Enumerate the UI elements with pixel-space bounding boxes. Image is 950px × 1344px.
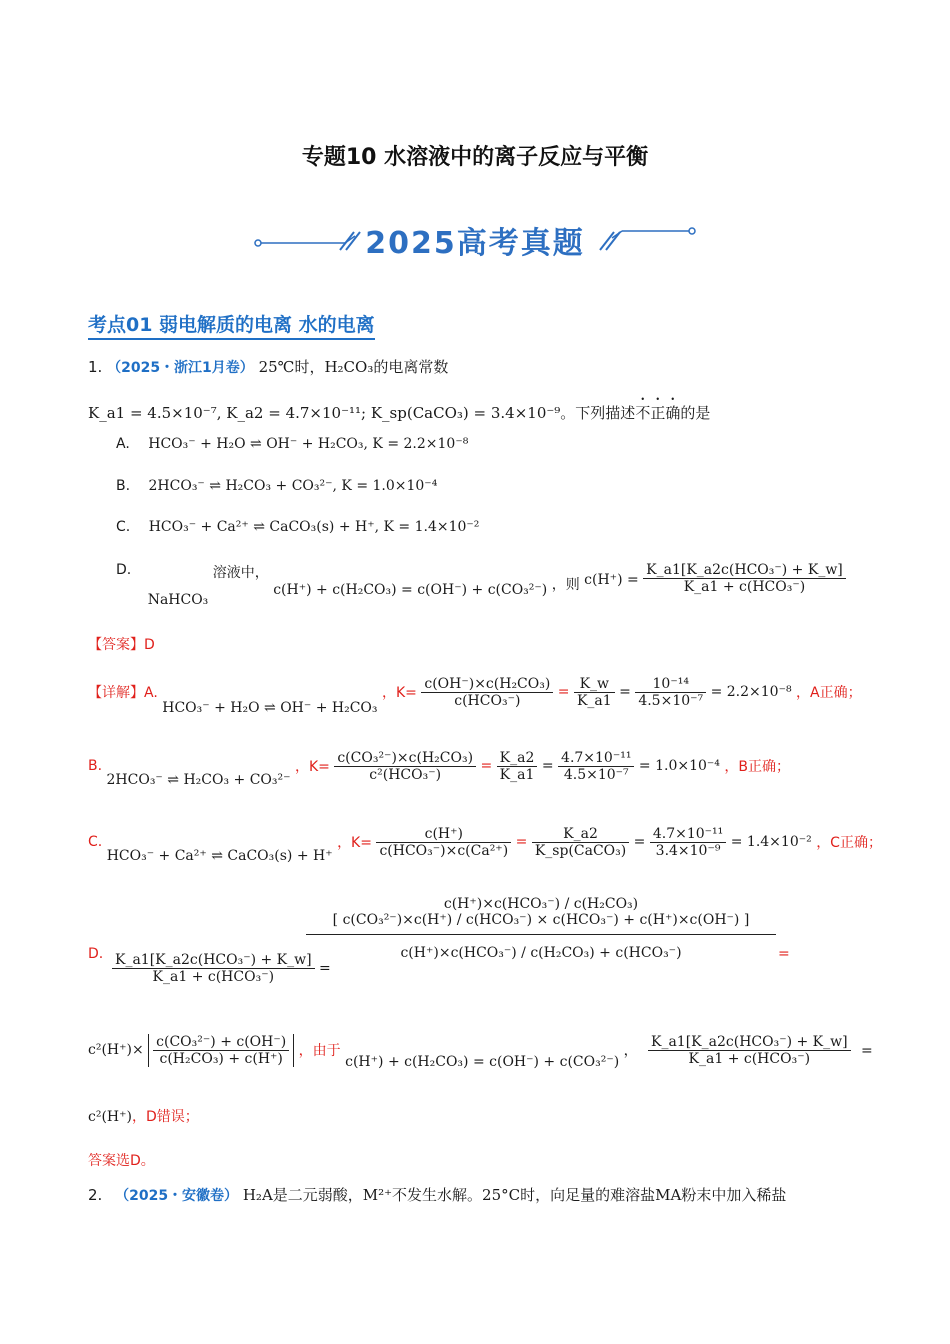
question-2-stem <box>88 1184 786 1205</box>
detail-f-lhs: c²(H⁺) <box>88 1109 132 1125</box>
equals-sign: = <box>480 758 493 774</box>
detail-e-fraction <box>648 1034 873 1067</box>
question-2-text: H₂A是二元弱酸，M²⁺不发生水解。25°C时，向足量的难溶盐MA粉末中加入稀盐 <box>242 1186 787 1204</box>
question-number: 1. <box>88 358 103 376</box>
detail-e-due: ，由于 <box>298 1043 341 1059</box>
detail-b-label: B. <box>88 758 103 774</box>
answer: 【答案】D <box>88 637 155 653</box>
big-numerator-a: c(H⁺)×c(HCO₃⁻) / c(H₂CO₃) <box>443 896 639 912</box>
equals-sign: = <box>541 758 554 774</box>
numerator: c(H⁺) <box>376 826 511 843</box>
detail-a-fraction-1 <box>421 676 553 709</box>
detail-e-bracket <box>148 1034 294 1067</box>
option-d-text2: ，则 <box>551 577 580 593</box>
option-d-equation: c(H⁺) + c(H₂CO₃) = c(OH⁻) + c(CO₃²⁻) <box>273 582 548 598</box>
detail-e <box>88 1030 638 1070</box>
detail-e-comma: ， <box>623 1043 638 1059</box>
detail-b-fraction-1 <box>334 750 476 783</box>
option-a-label: A. <box>116 436 130 452</box>
option-d-lhs: c(H⁺) = <box>584 572 639 588</box>
detail-c-equation: HCO₃⁻ + Ca²⁺ ⇌ CaCO₃(s) + H⁺ <box>106 848 333 864</box>
option-b-label: B. <box>116 478 131 494</box>
numerator: c(OH⁻)×c(H₂CO₃) <box>421 676 553 693</box>
stem-end: 的是 <box>680 404 711 422</box>
option-b[interactable] <box>116 478 437 494</box>
detail-label: 【详解】A. <box>88 685 158 701</box>
option-d-substance: NaHCO₃ <box>147 592 209 608</box>
denominator: 4.5×10⁻⁷ <box>638 692 704 709</box>
numerator: 4.7×10⁻¹¹ <box>558 750 634 767</box>
equals-sign: = <box>557 684 570 700</box>
denominator: c(H₂CO₃) + c(H⁺) <box>159 1050 283 1067</box>
numerator: c(CO₃²⁻)×c(H₂CO₃) <box>334 750 476 767</box>
banner-title: 2025高考真题 <box>365 226 585 261</box>
question-source: （2025・浙江1月卷） <box>107 360 254 376</box>
question-1-stem <box>88 356 448 377</box>
option-a[interactable] <box>116 436 468 452</box>
detail-f-verdict: ，D错误； <box>131 1109 199 1125</box>
detail-a-equation: HCO₃⁻ + H₂O ⇌ OH⁻ + H₂CO₃ <box>162 700 378 716</box>
big-numerator-b: [ c(CO₃²⁻)×c(H⁺) / c(HCO₃⁻) × c(HCO₃⁻) + c(H⁺)×c(OH⁻) ] <box>332 912 750 928</box>
numerator: 4.7×10⁻¹¹ <box>650 826 726 843</box>
equals-sign: = <box>515 834 528 850</box>
detail-e-equation: c(H⁺) + c(H₂CO₃) = c(OH⁻) + c(CO₃²⁻) <box>345 1054 620 1070</box>
denominator: c(HCO₃⁻)×c(Ca²⁺) <box>379 842 509 859</box>
emphasis-text: 不正确 <box>635 404 681 422</box>
option-d-numerator: K_a1[K_a2c(HCO₃⁻) + K_w] <box>643 562 846 579</box>
big-numerator <box>306 896 776 935</box>
numerator: K_a1[K_a2c(HCO₃⁻) + K_w] <box>112 952 315 969</box>
detail-b-fraction-2 <box>497 750 538 783</box>
denominator: K_a1 + c(HCO₃⁻) <box>152 969 275 985</box>
detail-b-result: = 1.0×10⁻⁴ <box>638 758 720 774</box>
option-d[interactable] <box>116 562 846 608</box>
detail-f <box>88 1106 199 1126</box>
detail-b-verdict: ，B正确； <box>724 759 790 775</box>
constants-text: K_a1 = 4.5×10⁻⁷, K_a2 = 4.7×10⁻¹¹; K_sp(CaCO₃) = 3.4×10⁻⁹。下列描述 <box>88 404 636 422</box>
detail-d-big-fraction <box>306 896 776 961</box>
denominator: c(HCO₃⁻) <box>454 692 521 709</box>
k-label: ，K= <box>381 685 417 701</box>
option-c[interactable] <box>116 519 479 535</box>
denominator: 4.5×10⁻⁷ <box>563 766 629 783</box>
option-b-text: 2HCO₃⁻ ⇌ H₂CO₃ + CO₃²⁻, K = 1.0×10⁻⁴ <box>148 478 438 494</box>
detail-c-fraction-2 <box>532 826 629 859</box>
option-d-text1: 溶液中， <box>212 565 269 581</box>
detail-d-label: D. <box>88 946 104 962</box>
option-a-text: HCO₃⁻ + H₂O ⇌ OH⁻ + H₂CO₃, K = 2.2×10⁻⁸ <box>148 436 469 452</box>
denominator: K_a1 <box>576 692 612 709</box>
section-heading: 考点01 弱电解质的电离 水的电离 <box>88 310 375 340</box>
detail-c <box>88 820 882 864</box>
numerator: K_a2 <box>497 750 538 767</box>
final-answer: 答案选D。 <box>88 1153 155 1169</box>
numerator: K_w <box>574 676 615 693</box>
detail-d-equals: = <box>778 946 790 962</box>
detail-c-result: = 1.4×10⁻² <box>730 834 812 850</box>
detail-a-fraction-2 <box>574 676 615 709</box>
denominator: c²(HCO₃⁻) <box>369 766 442 783</box>
page-title: 专题10 水溶液中的离子反应与平衡 <box>301 145 649 170</box>
option-c-text: HCO₃⁻ + Ca²⁺ ⇌ CaCO₃(s) + H⁺, K = 1.4×10⁻² <box>148 519 480 535</box>
question-number: 2. <box>88 1186 103 1204</box>
detail-b-equation: 2HCO₃⁻ ⇌ H₂CO₃ + CO₃²⁻ <box>106 772 291 788</box>
option-c-label: C. <box>116 519 131 535</box>
numerator: K_a1[K_a2c(HCO₃⁻) + K_w] <box>648 1034 851 1051</box>
denominator: K_a1 + c(HCO₃⁻) <box>688 1051 811 1067</box>
detail-a <box>88 668 862 716</box>
detail-a-verdict: ，A正确； <box>796 685 862 701</box>
fraction <box>112 952 315 985</box>
question-1-stem-line2 <box>88 395 710 423</box>
numerator: K_a2 <box>532 826 629 843</box>
denominator: 3.4×10⁻⁹ <box>655 842 721 859</box>
equals-sign: = <box>861 1042 873 1059</box>
detail-b <box>88 744 790 788</box>
option-d-label: D. <box>116 562 132 578</box>
numerator: 10⁻¹⁴ <box>635 676 706 693</box>
detail-c-fraction-3 <box>650 826 726 859</box>
option-d-denominator: K_a1 + c(HCO₃⁻) <box>683 579 806 595</box>
detail-d-lhs-fraction <box>112 952 331 985</box>
equals-sign: = <box>319 960 331 977</box>
big-denominator: c(H⁺)×c(HCO₃⁻) / c(H₂CO₃) + c(HCO₃⁻) <box>400 945 682 961</box>
option-d-fraction <box>643 562 846 595</box>
detail-c-verdict: ，C正确； <box>816 835 882 851</box>
denominator: K_a1 <box>499 766 535 783</box>
k-label: ，K= <box>337 835 372 851</box>
detail-a-fraction-3 <box>635 676 706 709</box>
detail-c-fraction-1 <box>376 826 511 859</box>
k-label: ，K= <box>294 759 330 775</box>
question-stem-line1: 25℃时，H₂CO₃的电离常数 <box>258 358 449 376</box>
equals-sign: = <box>619 684 631 700</box>
question-source: （2025・安徽卷） <box>115 1188 239 1204</box>
detail-e-lhs: c²(H⁺)× <box>88 1042 144 1058</box>
equals-sign: = <box>633 834 646 850</box>
detail-b-fraction-3 <box>558 750 634 783</box>
detail-a-result: = 2.2×10⁻⁸ <box>710 684 792 700</box>
numerator: c(CO₃²⁻) + c(OH⁻) <box>153 1034 289 1051</box>
fraction <box>153 1034 289 1067</box>
detail-c-label: C. <box>88 834 103 850</box>
fraction <box>648 1034 851 1067</box>
denominator: K_sp(CaCO₃) <box>534 842 627 859</box>
